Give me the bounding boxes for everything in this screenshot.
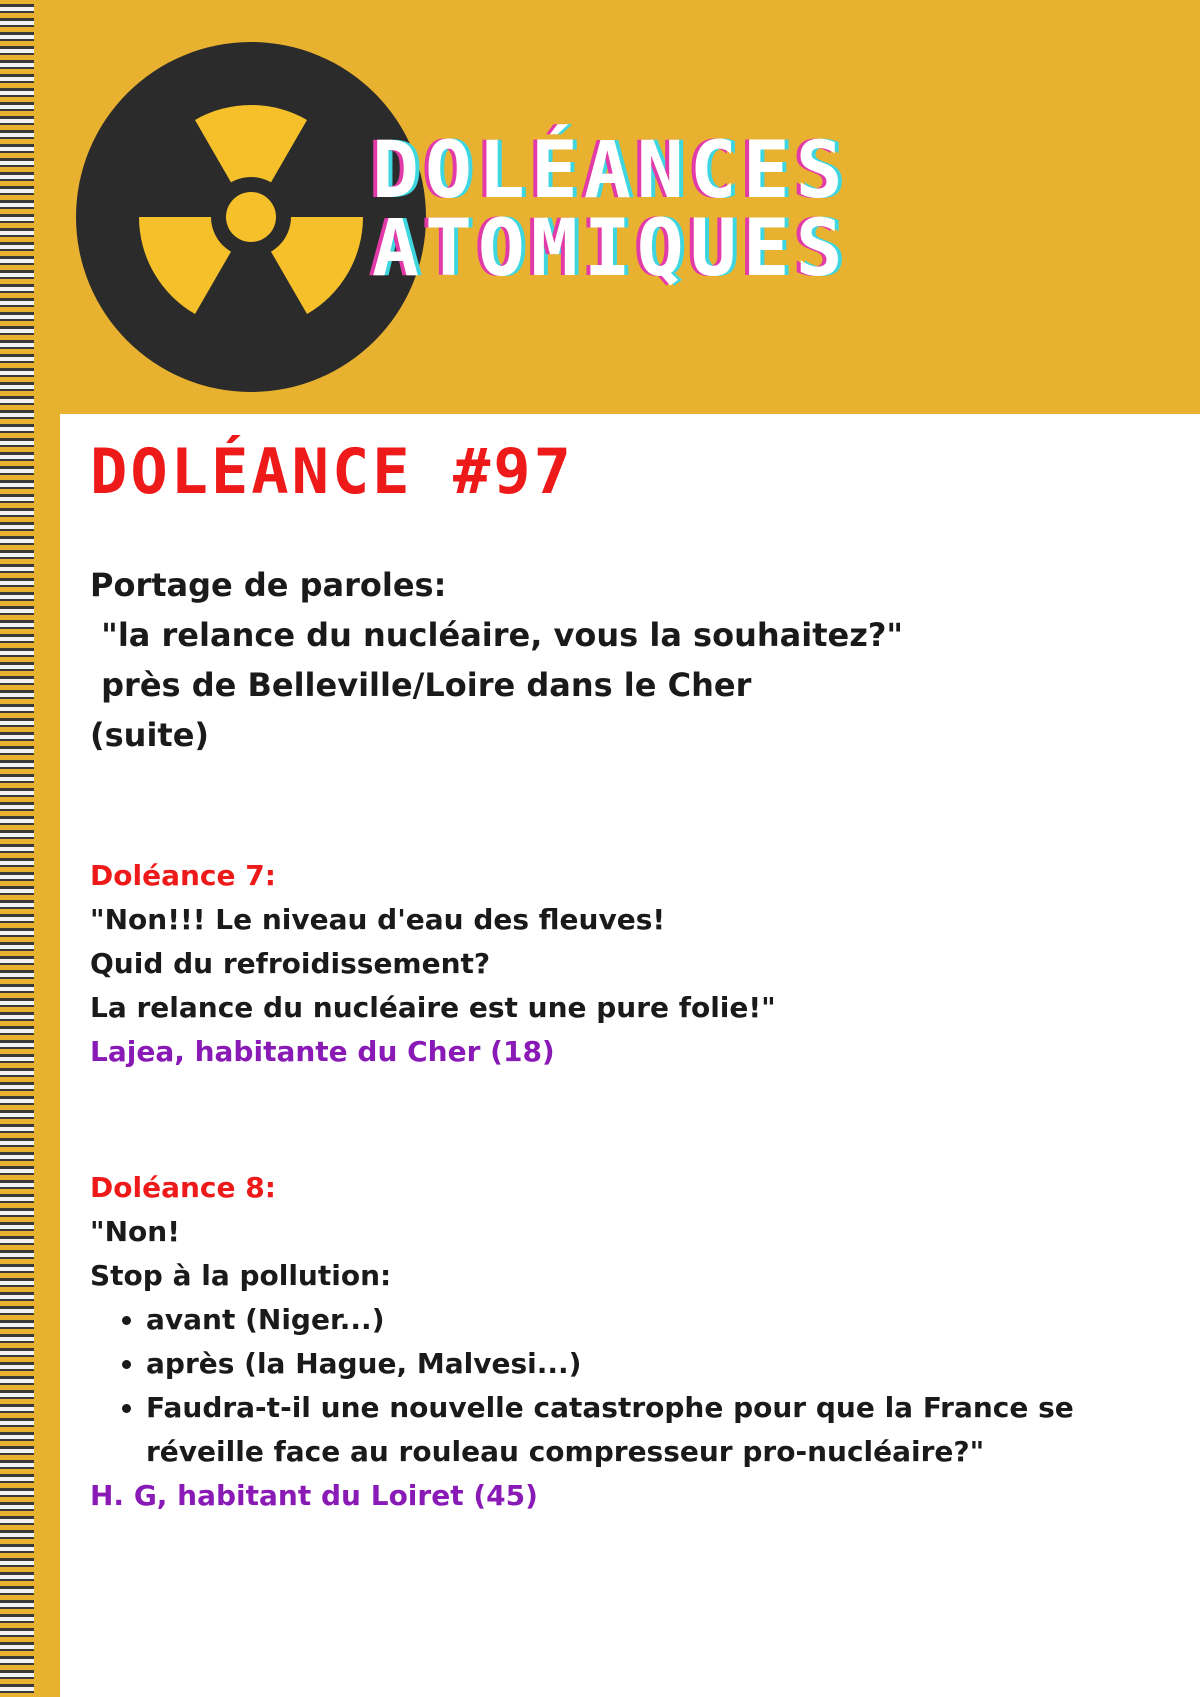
entry-label: Doléance 8: bbox=[90, 1171, 276, 1204]
entry-author: Lajea, habitante du Cher (18) bbox=[90, 1035, 555, 1068]
pollution-list bbox=[90, 1298, 1080, 1474]
entry-label: Doléance 7: bbox=[90, 859, 276, 892]
list-item: • Faudra-t-il une nouvelle catastrophe pour que la France se réveille face au rouleau compresseur pro-nucléaire?" bbox=[146, 1386, 1080, 1474]
entry-line: Stop à la pollution: bbox=[90, 1259, 392, 1292]
intro-line: (suite) bbox=[90, 716, 210, 754]
intro-line: près de Belleville/Loire dans le Cher bbox=[90, 666, 752, 704]
entry-line: "Non!!! Le niveau d'eau des fleuves! bbox=[90, 903, 666, 936]
brand-title bbox=[372, 126, 1092, 294]
list-item: • avant (Niger...) bbox=[146, 1298, 1080, 1342]
doc-title: DOLÉANCE #97 bbox=[90, 435, 574, 508]
entry-line: Quid du refroidissement? bbox=[90, 947, 491, 980]
spiral-binding bbox=[0, 0, 34, 1697]
list-item: • après (la Hague, Malvesi...) bbox=[146, 1342, 1080, 1386]
brand-line-1: DOLÉANCES bbox=[372, 126, 849, 216]
intro-line: Portage de paroles: bbox=[90, 566, 447, 604]
doleance-entry-7 bbox=[90, 854, 776, 1074]
brand-line-2: ATOMIQUES bbox=[372, 204, 849, 294]
entry-author: H. G, habitant du Loiret (45) bbox=[90, 1479, 538, 1512]
intro-line: "la relance du nucléaire, vous la souhaitez?" bbox=[90, 616, 904, 654]
intro-paragraph bbox=[90, 560, 903, 760]
doleance-entry-8 bbox=[90, 1166, 1080, 1518]
entry-line: "Non! bbox=[90, 1215, 180, 1248]
entry-line: La relance du nucléaire est une pure folie!" bbox=[90, 991, 776, 1024]
